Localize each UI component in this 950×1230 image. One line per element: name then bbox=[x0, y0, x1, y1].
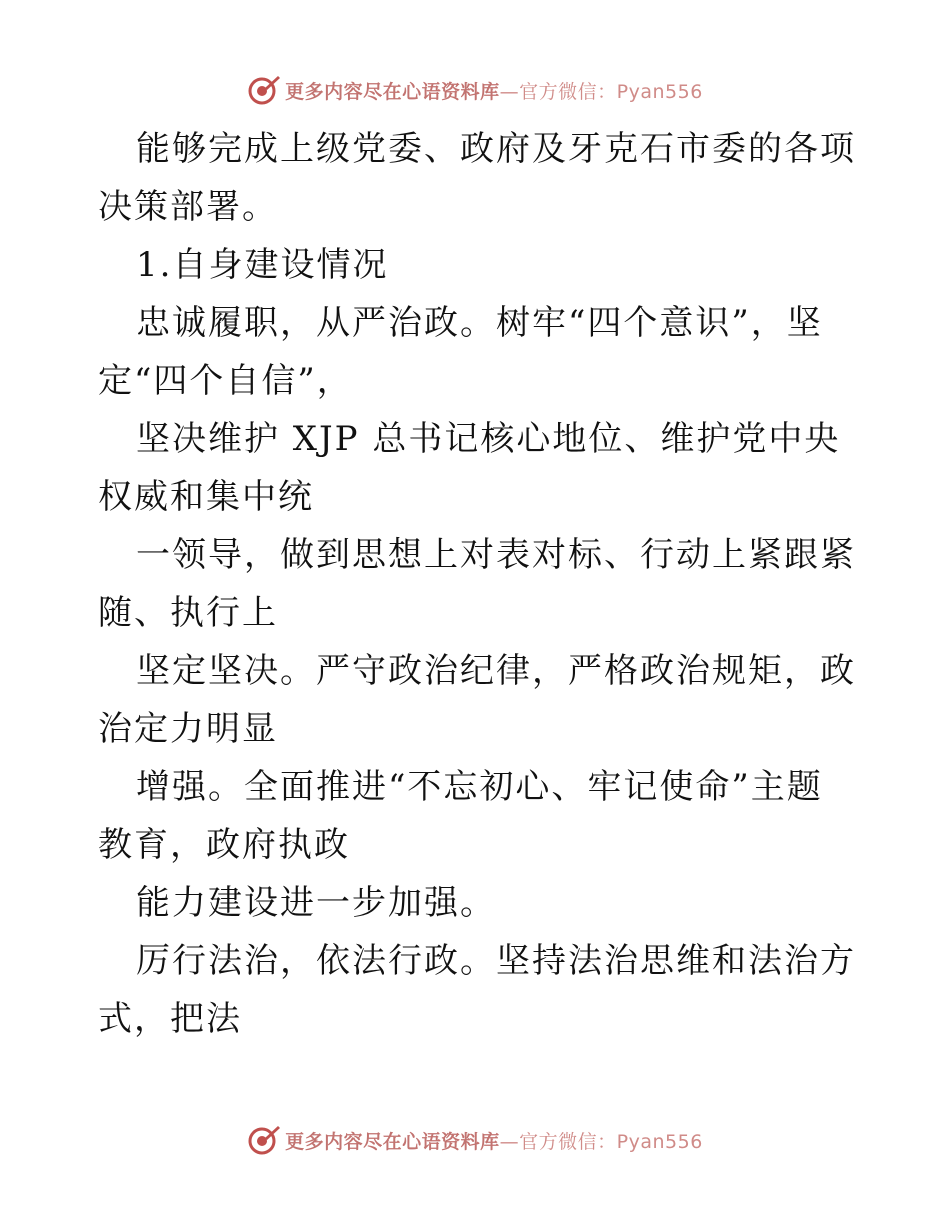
banner-text: 更多内容尽在心语资料库—官方微信：Pyan556 bbox=[285, 1130, 703, 1153]
paragraph-3: 坚决维护 XJP 总书记核心地位、维护党中央权威和集中统 bbox=[98, 419, 841, 517]
section-heading: 1.自身建设情况 bbox=[136, 245, 389, 285]
pen-logo-icon bbox=[247, 73, 281, 107]
paragraph-2: 忠诚履职，从严治政。树牢“四个意识”，坚定“四个自信”， bbox=[98, 303, 823, 401]
footer-banner bbox=[0, 1120, 950, 1160]
paragraph-7: 能力建设进一步加强。 bbox=[136, 883, 496, 923]
document-body bbox=[98, 120, 858, 1048]
paragraph-5: 坚定坚决。严守政治纪律，严格政治规矩，政治定力明显 bbox=[98, 651, 856, 749]
header-banner bbox=[0, 70, 950, 110]
pen-logo-icon bbox=[247, 1123, 281, 1157]
paragraph-8: 厉行法治，依法行政。坚持法治思维和法治方式，把法 bbox=[98, 941, 856, 1039]
paragraph-4: 一领导，做到思想上对表对标、行动上紧跟紧随、执行上 bbox=[98, 535, 856, 633]
banner-text: 更多内容尽在心语资料库—官方微信：Pyan556 bbox=[285, 80, 703, 103]
paragraph-6: 增强。全面推进“不忘初心、牢记使命”主题教育，政府执政 bbox=[98, 767, 823, 865]
paragraph-1: 能够完成上级党委、政府及牙克石市委的各项决策部署。 bbox=[98, 129, 856, 227]
